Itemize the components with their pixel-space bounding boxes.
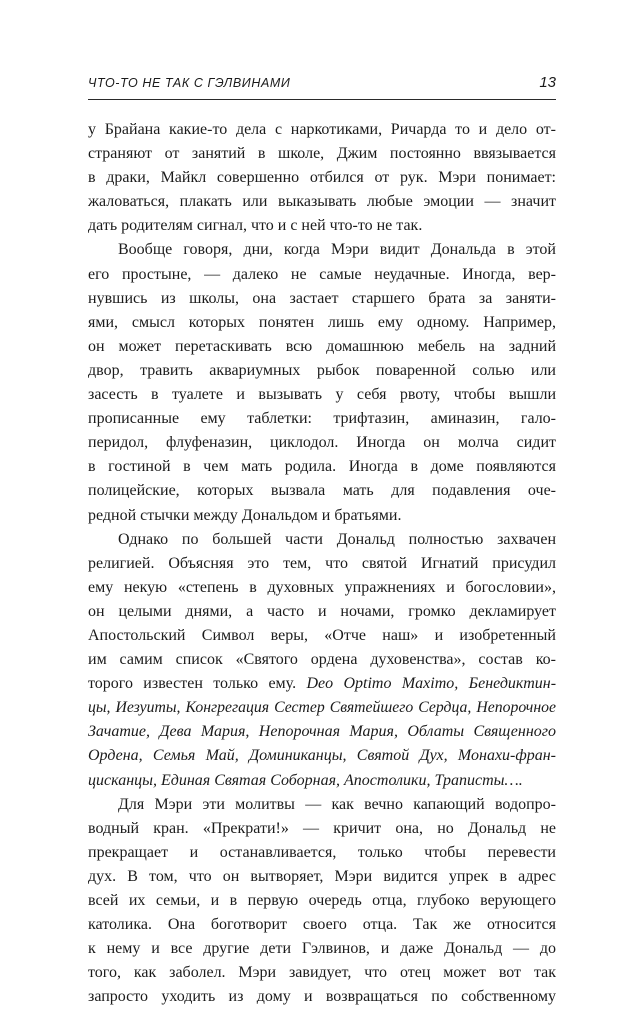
- text-line: редной стычки между Дональдом и братьями.: [88, 506, 402, 524]
- text-line: католика. Она боготворит своего отца. Так же относится: [88, 916, 556, 934]
- text-line: его простыне, — далеко не самые неудачные. Иногда, вер-: [88, 265, 556, 283]
- text-line-mixed: [88, 672, 556, 696]
- running-head: [88, 74, 556, 94]
- text-line: прекращает и останавливается, только чтобы перевести: [88, 843, 556, 861]
- text-line: им самим список «Святого ордена духовенства», состав ко-: [88, 651, 556, 669]
- text-line: ями, смысл которых понятен лишь ему одному. Например,: [88, 313, 556, 331]
- text-line: двор, травить аквариумных рыбок поваренной солью или: [88, 361, 556, 379]
- text-line: он может перетаскивать всю домашнюю мебель на задний: [88, 337, 556, 355]
- text-line: Для Мэри эти молитвы — как вечно капающий водопро-: [118, 795, 556, 813]
- paragraph-3: [88, 528, 556, 793]
- italic-line: цисканцы, Единая Святая Соборная, Апостолики, Траписты….: [88, 771, 523, 789]
- text-line: в драки, Майкл совершенно отбился от рук. Мэри понимает:: [88, 169, 556, 187]
- text-line: Вообще говоря, дни, когда Мэри видит Дональда в этой: [118, 241, 556, 259]
- chapter-title: ЧТО-ТО НЕ ТАК С ГЭЛВИНАМИ: [88, 76, 291, 90]
- header-divider: [88, 99, 556, 100]
- text-line: засесть в туалете и вызывать у себя рвоту, чтобы вышли: [88, 386, 556, 404]
- text-line: религией. Объясняя это тем, что святой Игнатий присудил: [88, 554, 556, 572]
- text-line: Апостольский Символ веры, «Отче наш» и изобретенный: [88, 626, 556, 644]
- text-line: он целыми днями, а часто и ночами, громко декламирует: [88, 602, 556, 620]
- text-line: Однако по большей части Дональд полностью захвачен: [118, 530, 556, 548]
- text-line: в гостиной в чем мать родила. Иногда в доме появляются: [88, 458, 556, 476]
- text-line: полицейские, которых вызвала мать для подавления оче-: [88, 482, 556, 500]
- text-segment: торого известен только ему.: [88, 675, 297, 693]
- text-line: страняют от занятий в школе, Джим постоянно ввязывается: [88, 145, 556, 163]
- text-line: дать родителям сигнал, что и с ней что-то не так.: [88, 217, 423, 235]
- text-line: того, как заболел. Мэри завидует, что отец может вот так: [88, 964, 556, 982]
- text-line: нувшись из школы, она застает старшего брата за заняти-: [88, 289, 556, 307]
- text-line: перидол, флуфеназин, циклодол. Иногда он молча сидит: [88, 434, 556, 452]
- paragraph-2: [88, 238, 556, 527]
- text-line: водный кран. «Прекрати!» — кричит она, но Дональд не: [88, 819, 556, 837]
- text-line: у Брайана какие-то дела с наркотиками, Ричарда то и дело от-: [88, 121, 556, 138]
- text-line: прописанные ему таблетки: трифтазин, аминазин, гало-: [88, 410, 556, 428]
- body-text: [88, 118, 556, 1009]
- page-number: 13: [539, 74, 556, 91]
- paragraph-4: [88, 793, 556, 1009]
- text-line: всей их семьи, и в первую очередь отца, глубоко верующего: [88, 892, 556, 909]
- text-line: запросто уходить из дому и возвращаться по собственному: [88, 988, 556, 1006]
- italic-segment: Deo Optimo Maximo, Бенедиктин-: [306, 675, 557, 693]
- paragraph-1: [88, 118, 556, 238]
- text-line: к нему и все другие дети Гэлвинов, и даже Дональд — до: [88, 940, 556, 958]
- italic-line: цы, Иезуиты, Конгрегация Сестер Святейшего Сердца, Непорочное: [88, 699, 556, 717]
- text-line: жаловаться, плакать или выказывать любые эмоции — значит: [88, 193, 556, 211]
- italic-line: Ордена, Семья Май, Доминиканцы, Святой Дух, Монахи-фран-: [88, 747, 556, 765]
- italic-line: Зачатие, Дева Мария, Непорочная Мария, Облаты Священного: [88, 723, 556, 741]
- text-line: дух. В том, что он вытворяет, Мэри видится упрек в адрес: [88, 867, 556, 885]
- text-line: ему некую «степень в духовных упражнениях и богословии»,: [88, 578, 556, 596]
